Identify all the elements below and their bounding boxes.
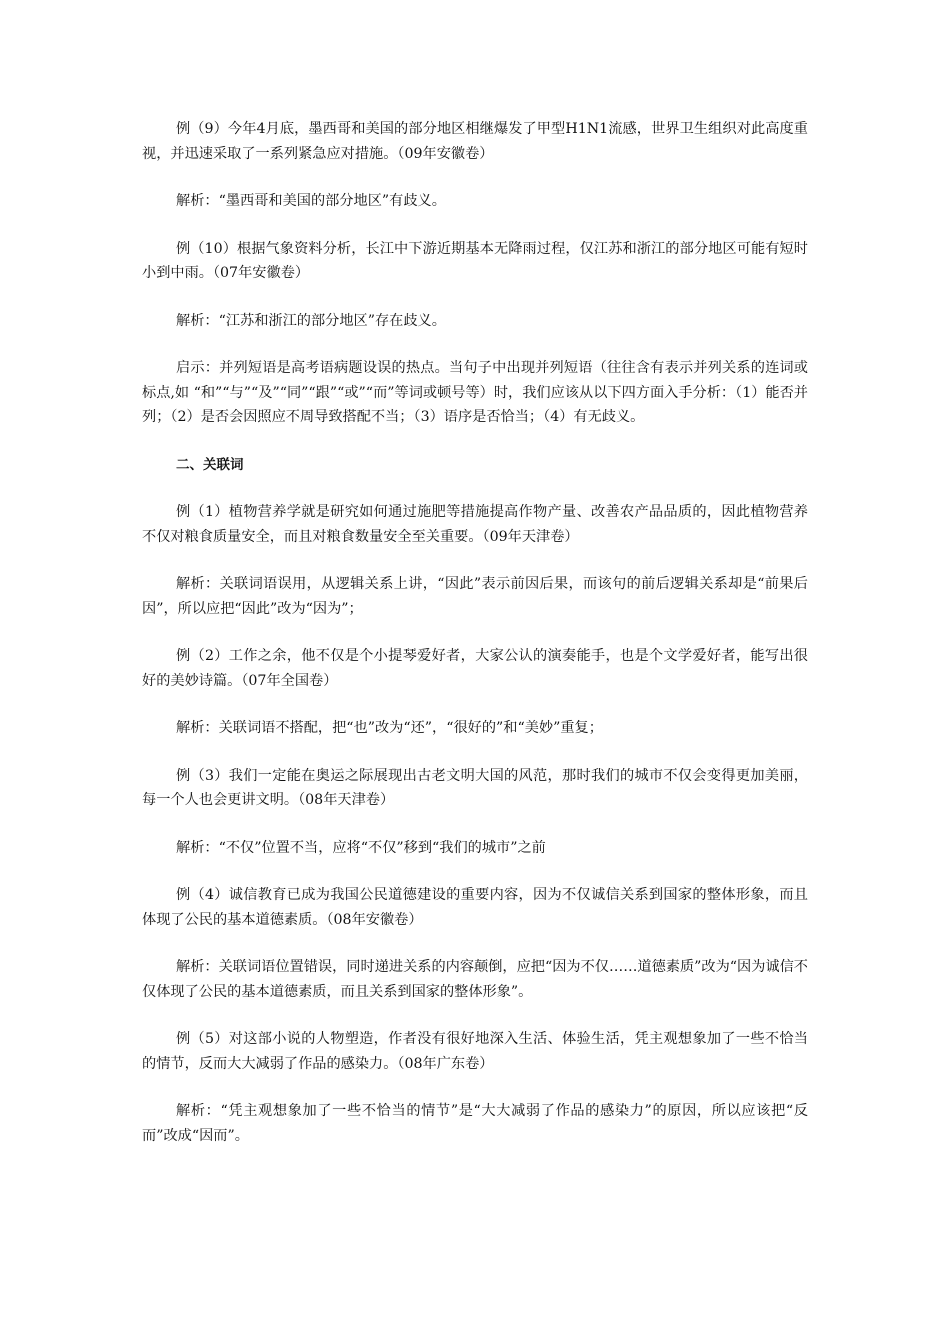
insight-paragraph: 启示：并列短语是高考语病题设误的热点。当句子中出现并列短语（往往含有表示并列关系的连词或标点,如 “和”“与”“及”“同”“跟”“或”“而”等词或顿号等）时，我们应该从以下四方面入手分析：（1）能否并列；（2）是否会因照应不周导致搭配不当；（3）语序是否恰当；（4）有无歧义。 xyxy=(142,360,808,425)
analysis-2: 解析：关联词语不搭配，把“也”改为“还”，“很好的”和“美妙”重复； xyxy=(176,720,603,736)
example-4: 例（4）诚信教育已成为我国公民道德建设的重要内容，因为不仅诚信关系到国家的整体形象，而且体现了公民的基本道德素质。（08年安徽卷） xyxy=(142,887,808,928)
analysis-4: 解析：关联词语位置错误，同时递进关系的内容颠倒，应把“因为不仅……道德素质”改为“因为诚信不仅体现了公民的基本道德素质，而且关系到国家的整体形象”。 xyxy=(142,959,808,1000)
example-1: 例（1）植物营养学就是研究如何通过施肥等措施提高作物产量、改善农产品品质的，因此植物营养不仅对粮食质量安全，而且对粮食数量安全至关重要。（09年天津卷） xyxy=(142,504,808,545)
document-page xyxy=(142,117,808,1171)
analysis-5: 解析：“凭主观想象加了一些不恰当的情节”是“大大减弱了作品的感染力”的原因，所以应该把“反而”改成“因而”。 xyxy=(142,1103,808,1144)
analysis-1: 解析：关联词语误用，从逻辑关系上讲，“因此”表示前因后果，而该句的前后逻辑关系却是“前果后因”，所以应把“因此”改为“因为”； xyxy=(142,576,808,617)
analysis-10: 解析：“江苏和浙江的部分地区”存在歧义。 xyxy=(176,312,446,329)
section-heading: 二、关联词 xyxy=(176,456,244,473)
analysis-3: 解析：“不仅”位置不当，应将“不仅”移到“我们的城市”之前 xyxy=(176,839,546,856)
analysis-9: 解析：“墨西哥和美国的部分地区”有歧义。 xyxy=(176,193,446,209)
example-5: 例（5）对这部小说的人物塑造，作者没有很好地深入生活、体验生活，凭主观想象加了一些不恰当的情节，反而大大减弱了作品的感染力。（08年广东卷） xyxy=(142,1031,808,1072)
example-10: 例（10）根据气象资料分析，长江中下游近期基本无降雨过程，仅江苏和浙江的部分地区可能有短时小到中雨。（07年安徽卷） xyxy=(142,240,808,281)
example-3: 例（3）我们一定能在奥运之际展现出古老文明大国的风范，那时我们的城市不仅会变得更加美丽，每一个人也会更讲文明。（08年天津卷） xyxy=(142,767,808,808)
example-9: 例（9）今年4月底，墨西哥和美国的部分地区相继爆发了甲型H1N1流感，世界卫生组织对此高度重视，并迅速采取了一系列紧急应对措施。（09年安徽卷） xyxy=(142,121,808,162)
example-2: 例（2）工作之余，他不仅是个小提琴爱好者，大家公认的演奏能手，也是个文学爱好者，能写出很好的美妙诗篇。（07年全国卷） xyxy=(142,648,808,689)
